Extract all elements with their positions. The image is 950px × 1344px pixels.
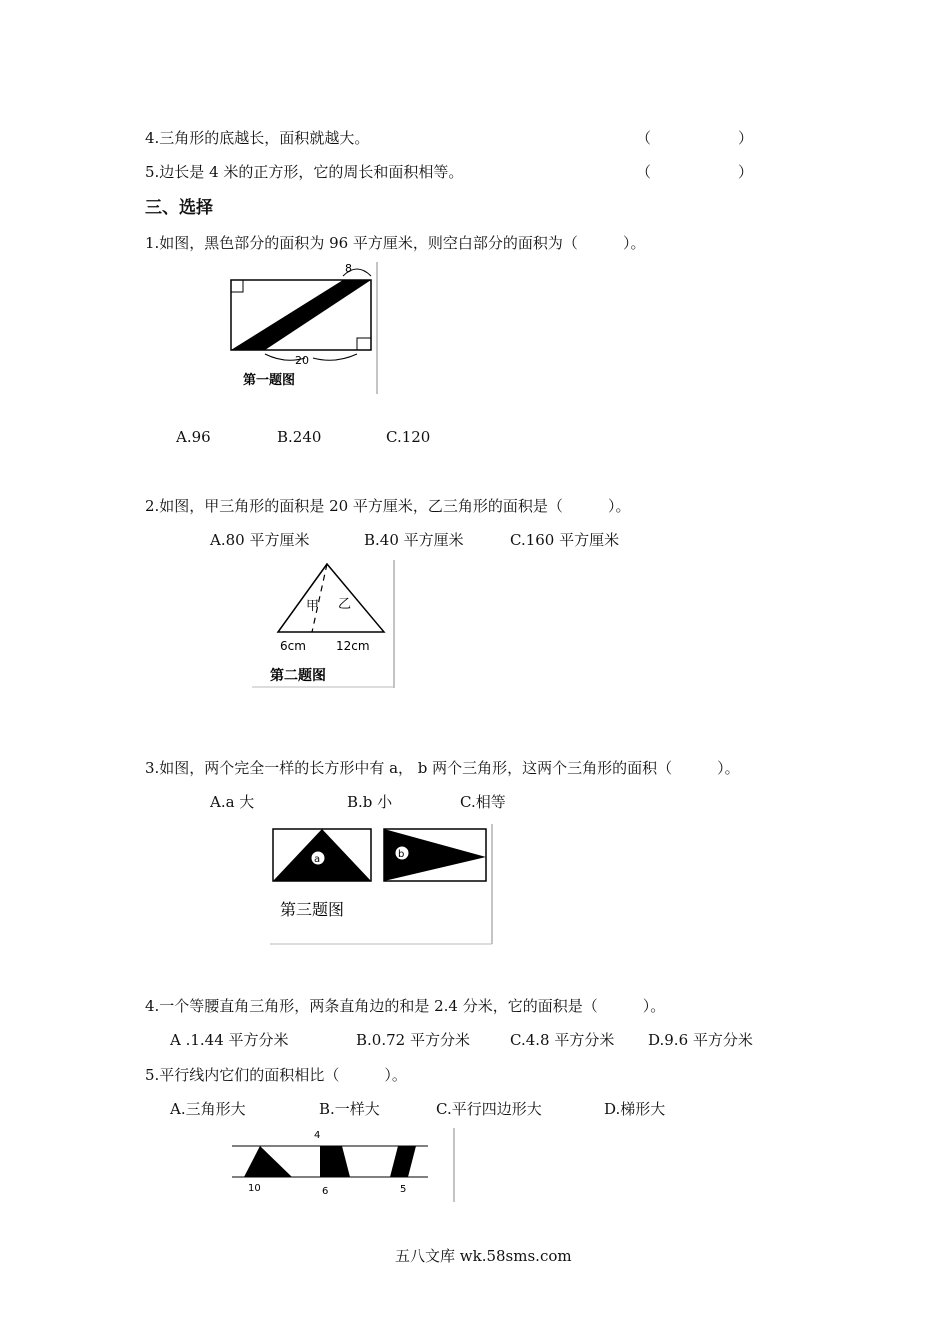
figure-1-caption: 第一题图	[243, 373, 296, 388]
q2-option-c: C.160 平方厘米	[510, 531, 620, 549]
figure-5-top-label: 4	[314, 1130, 321, 1141]
figure-3-caption: 第三题图	[280, 900, 345, 919]
q5-option-c: C.平行四边形大	[436, 1100, 542, 1118]
question-1-text: 1.如图，黑色部分的面积为 96 平方厘米，则空白部分的面积为（ ）。	[145, 234, 646, 252]
q1-option-c: C.120	[386, 428, 431, 446]
q4-option-d: D.9.6 平方分米	[648, 1031, 753, 1049]
question-4-text: 4.一个等腰直角三角形，两条直角边的和是 2.4 分米，它的面积是（ ）。	[145, 997, 666, 1015]
figure-1	[225, 258, 385, 398]
q3-option-c: C.相等	[460, 793, 506, 811]
figure-5-label-10: 10	[248, 1183, 261, 1194]
left-base-label: 6cm	[280, 639, 306, 653]
judge-item-4: 4.三角形的底越长，面积就越大。	[145, 129, 370, 147]
q5-option-a: A.三角形大	[170, 1100, 246, 1118]
figure-1-bottom-label: 20	[295, 354, 309, 367]
q5-option-b: B.一样大	[319, 1100, 380, 1118]
q1-option-a: A.96	[176, 428, 211, 446]
q3-option-b: B.b 小	[347, 793, 393, 811]
q5-option-d: D.梯形大	[604, 1100, 666, 1118]
answer-paren-open: （	[636, 129, 652, 147]
right-base-label: 12cm	[336, 639, 370, 653]
section-title: 三、选择	[145, 198, 213, 218]
figure-1-top-label: 8	[345, 262, 352, 275]
label-yi: 乙	[338, 597, 352, 612]
q1-option-b: B.240	[277, 428, 322, 446]
question-3-text: 3.如图，两个完全一样的长方形中有 a， b 两个三角形，这两个三角形的面积（ ）。	[145, 759, 740, 777]
q4-option-b: B.0.72 平方分米	[356, 1031, 470, 1049]
q4-option-a: A .1.44 平方分米	[170, 1031, 289, 1049]
figure-3	[268, 822, 496, 948]
answer-paren-close: ）	[738, 129, 754, 147]
q3-option-a: A.a 大	[210, 793, 255, 811]
judge-item-5: 5.边长是 4 米的正方形，它的周长和面积相等。	[145, 163, 464, 181]
question-5-text: 5.平行线内它们的面积相比（ ）。	[145, 1066, 407, 1084]
q2-option-b: B.40 平方厘米	[364, 531, 464, 549]
figure-5	[228, 1126, 460, 1204]
answer-paren-open: （	[636, 163, 652, 181]
question-2-text: 2.如图，甲三角形的面积是 20 平方厘米，乙三角形的面积是（ ）。	[145, 497, 631, 515]
q4-option-c: C.4.8 平方分米	[510, 1031, 615, 1049]
figure-5-label-6: 6	[322, 1186, 329, 1197]
label-b: b	[398, 849, 405, 860]
label-a: a	[314, 854, 321, 865]
q2-option-a: A.80 平方厘米	[210, 531, 310, 549]
label-jia: 甲	[306, 599, 320, 614]
figure-5-label-5: 5	[400, 1184, 407, 1195]
figure-2	[250, 558, 398, 690]
answer-paren-close: ）	[738, 163, 754, 181]
figure-2-caption: 第二题图	[270, 668, 326, 684]
footer-watermark: 五八文库 wk.58sms.com	[395, 1247, 572, 1265]
